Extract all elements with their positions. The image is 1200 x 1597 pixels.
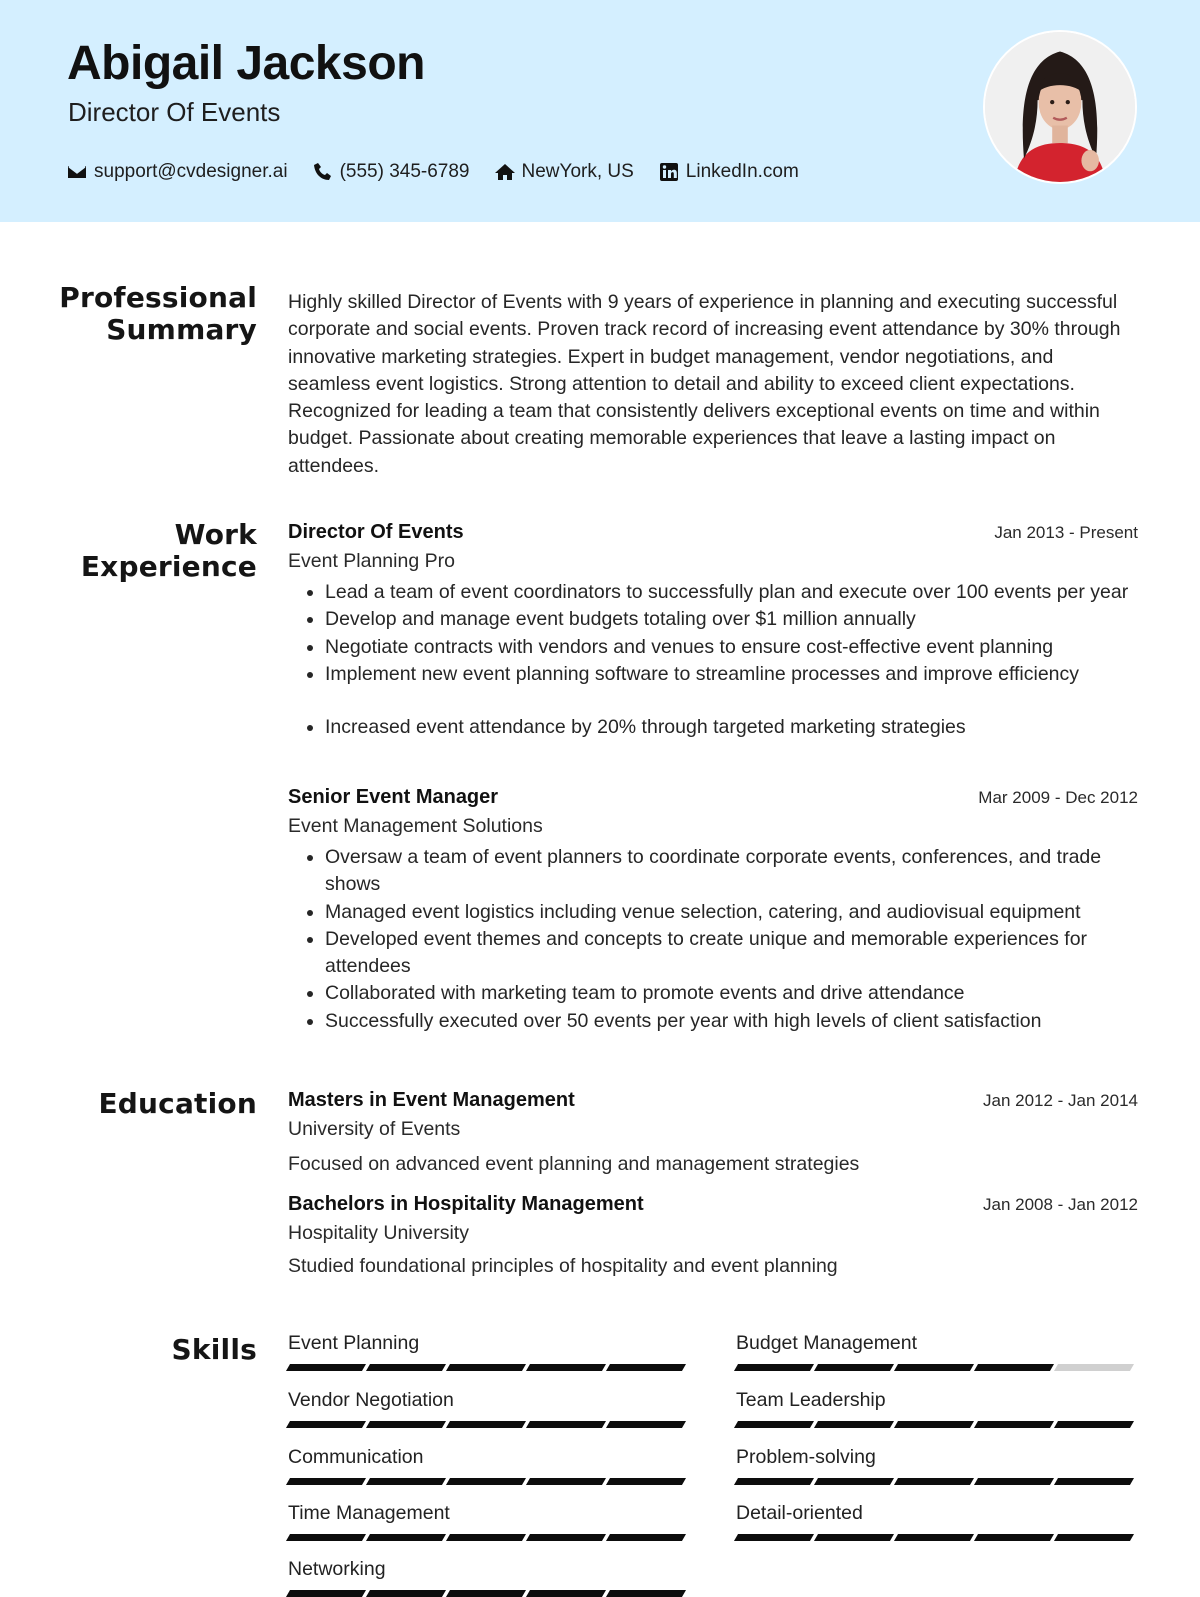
skill-level-segment: [446, 1590, 526, 1597]
skill-level-segment: [446, 1478, 526, 1485]
job-bullets: [288, 844, 1138, 1035]
skill-level-segment: [526, 1421, 606, 1428]
skill-level-segment: [526, 1534, 606, 1541]
skill-item: [736, 1332, 1136, 1371]
experience-heading-line-2: Experience: [80, 550, 257, 583]
skill-level-segment: [366, 1421, 446, 1428]
skill-level-segment: [606, 1590, 686, 1597]
summary-heading-line-1: Professional: [59, 281, 257, 314]
school-name: University of Events: [288, 1118, 461, 1140]
skill-level-segment: [286, 1478, 366, 1485]
degree-description: Focused on advanced event planning and management strategies: [288, 1153, 860, 1175]
skill-item: [736, 1502, 1136, 1541]
skill-level-segment: [526, 1364, 606, 1371]
skill-level-segment: [366, 1590, 446, 1597]
school-name: Hospitality University: [288, 1222, 469, 1244]
skill-level-segment: [526, 1590, 606, 1597]
skill-name: Budget Management: [736, 1332, 918, 1354]
contact-linkedin[interactable]: [659, 161, 799, 183]
contact-bar: [67, 158, 824, 186]
contact-phone[interactable]: [313, 161, 470, 183]
home-icon: [495, 162, 515, 182]
skills-heading: Skills: [171, 1333, 257, 1366]
skill-name: Communication: [288, 1446, 424, 1468]
skill-level-segment: [894, 1534, 974, 1541]
skill-level-segment: [814, 1364, 894, 1371]
skill-level-bar: [736, 1478, 1136, 1485]
education-entry-header: [288, 1089, 1138, 1112]
job-bullet: • Increased event attendance by 20% through targeted marketing strategies: [325, 714, 1138, 741]
skill-level-segment: [734, 1421, 814, 1428]
skill-level-segment: [734, 1364, 814, 1371]
skill-level-segment: [894, 1478, 974, 1485]
skill-level-bar: [288, 1534, 688, 1541]
job-bullet: • Developed event themes and concepts to create unique and memorable experiences for attendees: [325, 926, 1138, 981]
skill-level-segment: [446, 1534, 526, 1541]
job-dates: Mar 2009 - Dec 2012: [978, 788, 1138, 807]
degree-dates: Jan 2012 - Jan 2014: [982, 1091, 1138, 1110]
skill-item: [736, 1389, 1136, 1428]
skill-level-segment: [1054, 1534, 1134, 1541]
skill-level-segment: [606, 1364, 686, 1371]
skill-level-segment: [286, 1590, 366, 1597]
education-entry-1: [288, 1089, 1138, 1176]
candidate-title: Director Of Events: [68, 97, 281, 127]
skill-level-segment: [1054, 1478, 1134, 1485]
job-bullet: • Managed event logistics including venue selection, catering, and audiovisual equipment: [325, 899, 1138, 926]
degree-title: Bachelors in Hospitality Management: [288, 1193, 644, 1215]
skill-item: [288, 1446, 688, 1485]
skill-level-segment: [894, 1421, 974, 1428]
experience-entry-1: [288, 521, 1138, 741]
experience-heading: [81, 519, 257, 583]
experience-entry-2: [288, 786, 1138, 1035]
skill-level-bar: [736, 1364, 1136, 1371]
company-name: Event Planning Pro: [288, 550, 455, 572]
skill-level-bar: [288, 1478, 688, 1485]
experience-entry-header: [288, 786, 1138, 809]
job-bullets: [288, 579, 1138, 741]
job-bullet: • Oversaw a team of event planners to coordinate corporate events, conferences, and trade shows: [325, 844, 1138, 899]
skill-level-segment: [814, 1534, 894, 1541]
skill-level-bar: [288, 1364, 688, 1371]
envelope-icon: [67, 162, 87, 182]
skill-level-segment: [814, 1421, 894, 1428]
degree-title: Masters in Event Management: [288, 1089, 575, 1111]
job-bullet: • Develop and manage event budgets totaling over $1 million annually: [325, 606, 1138, 633]
skill-level-segment: [1054, 1364, 1134, 1371]
skill-level-bar: [736, 1421, 1136, 1428]
contact-phone-text: (555) 345-6789: [339, 161, 470, 182]
education-heading: Education: [98, 1087, 257, 1120]
skill-level-segment: [366, 1534, 446, 1541]
experience-heading-line-1: Work: [174, 518, 257, 551]
skill-item: [736, 1446, 1136, 1485]
skill-name: Event Planning: [288, 1332, 420, 1354]
experience-entry-header: [288, 521, 1138, 544]
candidate-name: Abigail Jackson: [67, 37, 425, 90]
phone-icon: [313, 162, 333, 182]
job-bullet: • Successfully executed over 50 events per year with high levels of client satisfaction: [325, 1008, 1138, 1035]
skill-level-segment: [974, 1478, 1054, 1485]
skill-level-bar: [288, 1421, 688, 1428]
job-title: Director Of Events: [288, 521, 464, 543]
company-name: Event Management Solutions: [288, 815, 543, 837]
skill-level-segment: [974, 1534, 1054, 1541]
skill-name: Detail-oriented: [736, 1502, 863, 1524]
skill-item: [288, 1502, 688, 1541]
degree-dates: Jan 2008 - Jan 2012: [982, 1195, 1138, 1214]
skill-item: [288, 1558, 688, 1597]
skill-level-segment: [606, 1421, 686, 1428]
contact-email[interactable]: [67, 161, 288, 183]
summary-text: Highly skilled Director of Events with 9 years of experience in planning and executing successful corporate and social events. Proven track record of increasing event attendance by 30% through innovative marketing strategies. Expert in budget management, vendor negotiations, and seamless event logistics. Strong attention to detail and ability to exceed client expectations. Recognized for leading a team that consistently delivers exceptional events on time and within budget. Passionate about creating memorable experiences that leave a lasting impact on attendees.: [288, 291, 1121, 477]
skill-name: Vendor Negotiation: [288, 1389, 454, 1411]
skill-name: Networking: [288, 1558, 386, 1580]
skill-level-segment: [974, 1421, 1054, 1428]
job-bullet: • Negotiate contracts with vendors and venues to ensure cost-effective event planning: [325, 634, 1138, 661]
job-bullet: • Lead a team of event coordinators to successfully plan and execute over 100 events per year: [325, 579, 1138, 606]
skill-level-segment: [606, 1478, 686, 1485]
avatar: [983, 30, 1137, 184]
contact-linkedin-text: LinkedIn.com: [685, 161, 799, 182]
resume-header: [0, 0, 1200, 222]
contact-email-text: support@cvdesigner.ai: [94, 161, 288, 182]
skill-name: Team Leadership: [736, 1389, 886, 1411]
profile-photo: [985, 32, 1135, 182]
job-dates: Jan 2013 - Present: [994, 523, 1138, 542]
degree-description: Studied foundational principles of hospitality and event planning: [288, 1255, 838, 1277]
skill-level-segment: [814, 1478, 894, 1485]
skill-item: [288, 1332, 688, 1371]
skill-level-segment: [526, 1478, 606, 1485]
summary-heading-line-2: Summary: [106, 313, 257, 346]
summary-heading: [59, 282, 257, 346]
contact-location: [495, 161, 634, 183]
skill-level-segment: [734, 1478, 814, 1485]
skill-item: [288, 1389, 688, 1428]
skill-level-segment: [446, 1421, 526, 1428]
skill-level-segment: [286, 1364, 366, 1371]
skill-name: Problem-solving: [736, 1446, 876, 1468]
contact-location-text: NewYork, US: [521, 161, 634, 182]
skill-level-segment: [974, 1364, 1054, 1371]
skill-level-segment: [606, 1534, 686, 1541]
education-entry-header: [288, 1193, 1138, 1216]
skill-level-segment: [286, 1421, 366, 1428]
skill-level-segment: [446, 1364, 526, 1371]
skill-level-bar: [736, 1534, 1136, 1541]
education-entry-2: [288, 1193, 1138, 1278]
skill-level-segment: [1054, 1421, 1134, 1428]
skill-level-segment: [366, 1478, 446, 1485]
skill-level-segment: [366, 1364, 446, 1371]
skill-name: Time Management: [288, 1502, 450, 1524]
skill-level-bar: [288, 1590, 688, 1597]
skill-level-segment: [894, 1364, 974, 1371]
linkedin-icon: [659, 162, 679, 182]
job-bullet: • Implement new event planning software to streamline processes and improve efficiency: [325, 661, 1138, 688]
job-bullet: • Collaborated with marketing team to promote events and drive attendance: [325, 980, 1138, 1007]
skill-level-segment: [286, 1534, 366, 1541]
job-title: Senior Event Manager: [288, 786, 499, 808]
skill-level-segment: [734, 1534, 814, 1541]
